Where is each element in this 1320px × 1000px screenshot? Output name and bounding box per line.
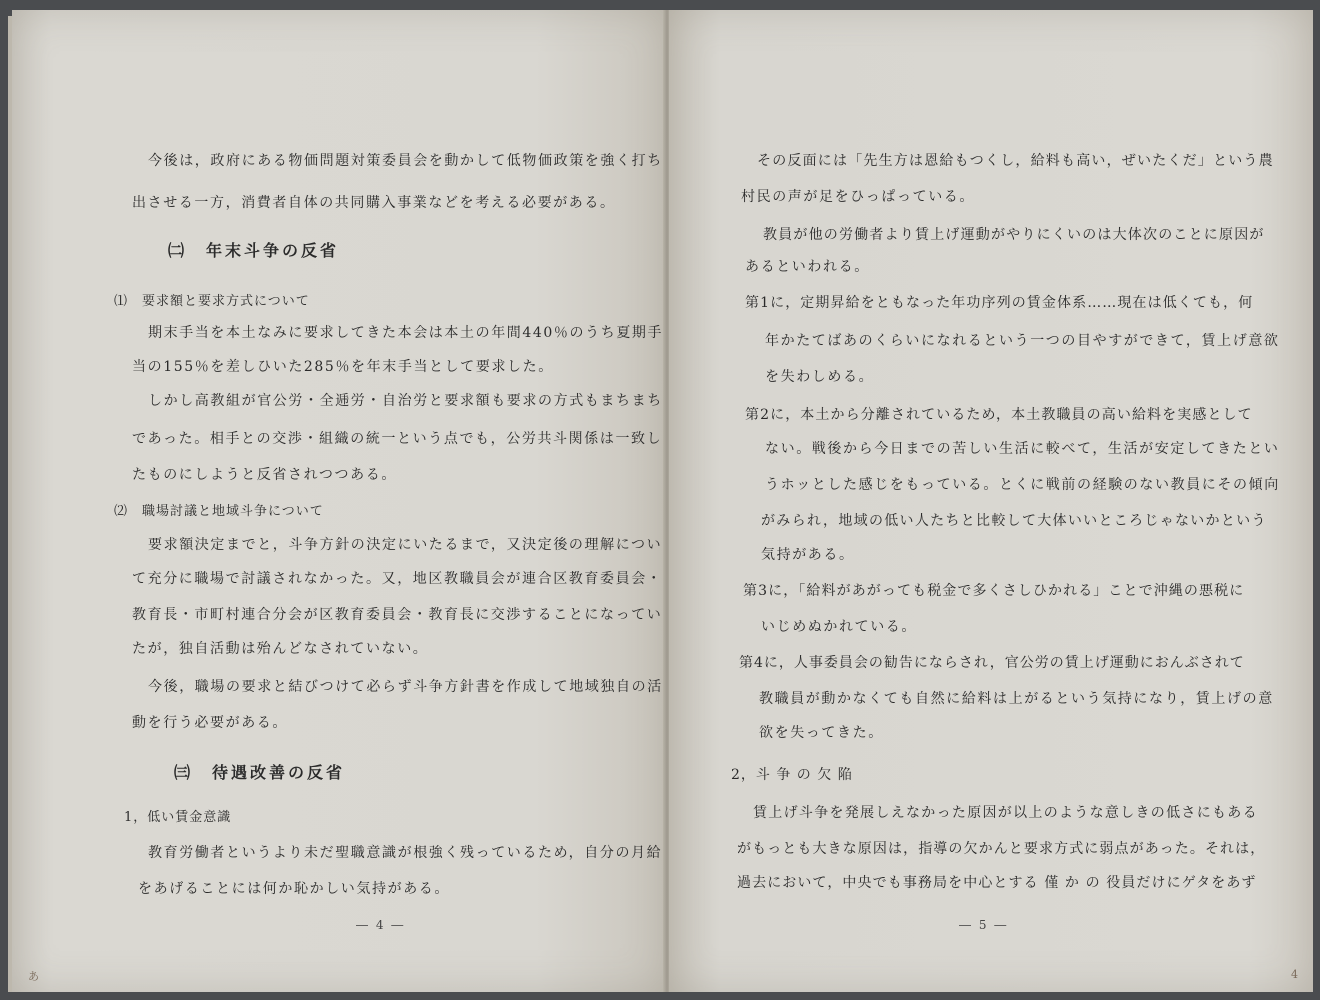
text-line: 要求額決定までと，斗争方針の決定にいたるまで，又決定後の理解につい [148,537,663,553]
text-line: その反面には「先生方は恩給もつくし，給料も高い，ぜいたくだ」という農 [757,153,1274,169]
subsection-heading: ⑵ 職場討議と地域斗争について [114,504,324,519]
text-line: て充分に職場で討議されなかった。又，地区教職員会が連合区教育委員会・ [132,571,663,587]
section-heading: ㈢ 待遇改善の反省 [174,763,346,782]
text-line: をあげることには何か恥かしい気持がある。 [138,881,450,897]
text-line: 教育長・市町村連合分会が区教育委員会・教育長に交渉することになってい [132,607,663,623]
text-line: あるといわれる。 [745,259,870,275]
page-number: ― 5 ― [959,918,1009,932]
text-line: がみられ，地域の低い人たちと比較して大体いいところじゃないかという [761,513,1267,529]
text-line: であった。相手との交渉・組織の統一という点でも，公労共斗関係は一致し [132,431,663,447]
text-line: ない。戦後から今日までの苦しい生活に較べて，生活が安定してきたとい [765,441,1280,457]
list-item: 第4に，人事委員会の勧告にならされ，官公労の賃上げ運動におんぶされて [739,655,1245,671]
page-number: ― 4 ― [356,918,406,932]
subsection-heading: ⑴ 要求額と要求方式について [114,294,310,309]
text-line: 今後は，政府にある物価問題対策委員会を動かして低物価政策を強く打ち [148,153,663,169]
list-item: 第2に，本土から分離されているため，本土教職員の高い給料を実感として [745,407,1253,423]
text-line: 気持がある。 [761,547,855,563]
left-page [12,10,667,992]
text-line: 期末手当を本土なみに要求してきた本会は本土の年間440％のうち夏期手 [148,325,664,341]
text-line: たが，独自活動は殆んどなされていない。 [132,641,429,657]
section-heading: ㈡ 年末斗争の反省 [168,241,340,260]
text-line: 年かたてばあのくらいになれるという一つの目やすができて，賃上げ意欲 [765,333,1280,349]
corner-mark: あ [28,970,39,983]
right-page [669,10,1313,992]
subsection-heading: 2，斗 争 の 欠 陥 [731,767,853,783]
list-item: 第3に，「給料があがっても税金で多くさしひかれる」ことで沖縄の悪税に [743,583,1245,599]
text-line: 動を行う必要がある。 [132,715,288,731]
text-line: うホッとした感じをもっている。とくに戦前の経験のない教員にその傾向 [765,477,1280,493]
text-line: 教職員が動かなくても自然に給料は上がるという気持になり，賃上げの意 [759,691,1274,707]
text-line: しかし高教組が官公労・全逓労・自治労と要求額も要求の方式もまちまち [148,393,663,409]
text-line: がもっとも大きな原因は，指導の欠かんと要求方式に弱点があった。それは， [737,841,1266,857]
text-line: いじめぬかれている。 [761,619,917,635]
text-line: 教育労働者というより未だ聖職意識が根強く残っているため，自分の月給 [148,845,663,861]
corner-mark: 4 [1291,968,1298,981]
book-spread [8,10,1314,992]
text-line: 過去において，中央でも事務局を中心とする 僅 か の 役員だけにゲタをあず [737,875,1257,891]
text-line: 賃上げ斗争を発展しえなかった原因が以上のような意しきの低さにもある [753,805,1258,821]
text-line: 今後，職場の要求と結びつけて必らず斗争方針書を作成して地域独自の活 [148,679,663,695]
text-line: 出させる一方，消費者自体の共同購入事業などを考える必要がある。 [132,195,616,211]
text-line: 村民の声が足をひっぱっている。 [741,189,975,205]
text-line: を失わしめる。 [765,369,875,385]
text-line: たものにしようと反省されつつある。 [132,467,397,483]
text-line: 教員が他の労働者より賃上げ運動がやりにくいのは大体次のことに原因が [763,227,1265,243]
text-line: 当の155％を差しひいた285％を年末手当として要求した。 [132,359,554,375]
text-line: 欲を失ってきた。 [759,725,884,741]
subsection-heading: 1，低い賃金意識 [124,810,232,825]
list-item: 第1に，定期昇給をともなった年功序列の賃金体系……現在は低くても，何 [745,295,1254,311]
